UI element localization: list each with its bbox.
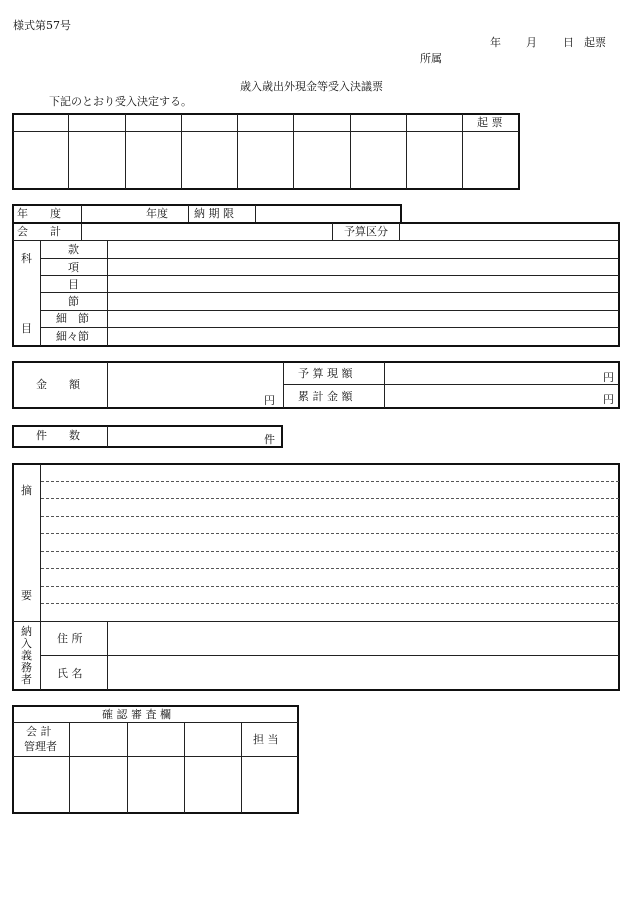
date-month: 月: [526, 36, 537, 49]
approval-grid-header-line: [13, 131, 519, 132]
kingaku-label: 金 額: [36, 378, 80, 391]
date-day: 日: [563, 36, 574, 49]
noki-label: 納 期 限: [194, 207, 234, 220]
payer-label-char: 納: [21, 625, 32, 638]
summary-label-top: 摘: [21, 484, 32, 497]
check-tanto-label: 担 当: [253, 733, 279, 746]
kamoku-row-ko: 項: [68, 261, 79, 274]
check-kaikei-label: 会 計: [26, 725, 52, 738]
summary-label-bottom: 要: [21, 589, 32, 602]
payer-label-char: 務: [21, 661, 32, 674]
ruikei-kingaku-label: 累 計 金 額: [298, 390, 353, 403]
payer-label-char: 者: [21, 673, 32, 686]
approval-kihyo-label: 起 票: [477, 116, 503, 129]
nendo-suffix: 年度: [146, 207, 168, 220]
kamoku-label-top: 科: [21, 252, 32, 265]
summary-line: [41, 481, 619, 482]
summary-line: [41, 516, 619, 517]
yosan-kubun-label: 予算区分: [344, 225, 388, 238]
kamoku-row-kan: 款: [68, 243, 79, 256]
check-title: 確 認 審 査 欄: [102, 708, 171, 721]
shozoku-label: 所属: [420, 52, 442, 65]
kamoku-label-bottom: 目: [21, 322, 32, 335]
payer-label-char: 義: [21, 649, 32, 662]
approval-grid: [12, 113, 520, 190]
summary-line: [41, 568, 619, 569]
summary-line: [41, 603, 619, 604]
lead-text: 下記のとおり受入決定する。: [49, 95, 192, 108]
payer-name-label: 氏 名: [57, 667, 83, 680]
ruikei-kingaku-yen: 円: [603, 393, 614, 406]
kamoku-row-saisaisetsu: 細々節: [56, 330, 89, 343]
kamoku-row-moku: 目: [68, 278, 79, 291]
summary-line: [41, 551, 619, 552]
kaikei-label: 会 計: [17, 225, 61, 238]
summary-line: [41, 533, 619, 534]
check-kanrisha-label: 管理者: [24, 740, 57, 753]
payer-address-label: 住 所: [57, 632, 83, 645]
payer-label-char: 入: [21, 637, 32, 650]
yosan-genkaku-yen: 円: [603, 371, 614, 384]
page-title: 歳入歳出外現金等受入決議票: [240, 80, 383, 93]
date-year: 年: [490, 36, 501, 49]
kingaku-yen: 円: [264, 394, 275, 407]
form-number: 様式第57号: [13, 19, 71, 32]
count-unit: 件: [264, 433, 275, 446]
kamoku-row-saisetsu: 細 節: [56, 312, 89, 325]
date-kihyo: 起票: [584, 36, 606, 49]
count-label: 件 数: [36, 429, 80, 442]
yosan-genkaku-label: 予 算 現 額: [298, 367, 353, 380]
nendo-label: 年 度: [17, 207, 61, 220]
summary-line: [41, 498, 619, 499]
summary-line: [41, 586, 619, 587]
kamoku-row-setsu: 節: [68, 295, 79, 308]
